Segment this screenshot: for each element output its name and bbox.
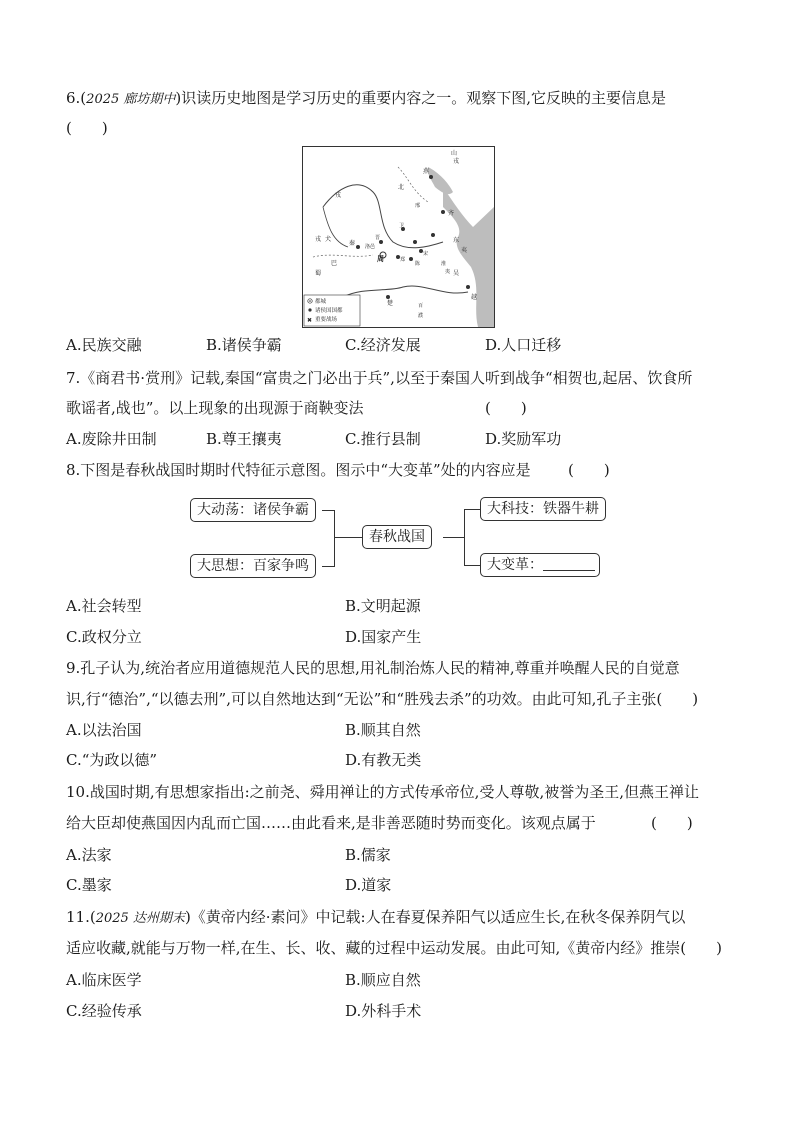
- svg-text:洛邑: 洛邑: [365, 244, 376, 250]
- q9-option-d[interactable]: D.有教无类: [345, 751, 422, 769]
- q11-number: 11.(: [66, 908, 96, 926]
- q11-option-b[interactable]: B.顺应自然: [345, 971, 421, 989]
- svg-text:秦: 秦: [349, 240, 356, 247]
- q7-option-c[interactable]: C.推行县制: [345, 430, 421, 448]
- svg-text:周: 周: [377, 255, 384, 263]
- q11-line2: 适应收藏,就能与万物一样,在生、长、收、藏的过程中运动发展。由此可知,《黄帝内经》推崇( ): [66, 939, 723, 957]
- q11-option-a[interactable]: A.临床医学: [66, 971, 142, 989]
- q7-line1: 7.《商君书·赏刑》记载,秦国“富贵之门必出于兵”,以至于秦国人听到战争“相贺也,起居、饮食所: [66, 369, 693, 387]
- q7-option-d[interactable]: D.奖励军功: [485, 430, 562, 448]
- connector-right-center: [443, 537, 465, 538]
- q9-line2: 识,行“德治”,“以德去刑”,可以自然地达到“无讼”和“胜残去杀”的功效。由此可知,孔子主张( ): [66, 690, 699, 708]
- q7-paren: ( ): [485, 399, 527, 417]
- q10-option-a[interactable]: A.法家: [66, 846, 112, 864]
- svg-text:楚: 楚: [387, 300, 394, 307]
- svg-text:山: 山: [451, 150, 458, 157]
- legend-capital: 都城: [315, 299, 327, 305]
- q10-line2: 给大臣却使燕国因内乱而亡国……由此看来,是非善恶随时势而变化。该观点属于: [66, 814, 596, 832]
- svg-text:越: 越: [471, 294, 478, 301]
- diagram-center: 春秋战国: [362, 525, 432, 549]
- historical-map: [302, 146, 495, 328]
- q9-option-b[interactable]: B.顺其自然: [345, 721, 421, 739]
- q10-line1: 10.战国时期,有思想家指出:之前尧、舜用禅让的方式传承帝位,受人尊敬,被誉为圣王,但燕王禅让: [66, 783, 699, 801]
- svg-text:齐: 齐: [448, 210, 455, 217]
- svg-text:蜀: 蜀: [315, 270, 322, 277]
- svg-text:淮: 淮: [441, 261, 447, 267]
- svg-text:巴: 巴: [331, 260, 338, 267]
- svg-text:戎: 戎: [335, 192, 342, 199]
- q11-option-d[interactable]: D.外科手术: [345, 1002, 422, 1020]
- q9-line1: 9.孔子认为,统治者应用道德规范人民的思想,用礼制治炼人民的精神,尊重并唤醒人民的自觉意: [66, 659, 680, 677]
- svg-text:濮: 濮: [418, 313, 424, 319]
- svg-text:陈: 陈: [415, 261, 421, 267]
- q6-stem: )识读历史地图是学习历史的重要内容之一。观察下图,它反映的主要信息是: [175, 89, 667, 107]
- q8-option-d[interactable]: D.国家产生: [345, 628, 422, 646]
- connector-right-vertical: [464, 509, 465, 565]
- map-graphic: [303, 147, 494, 327]
- svg-text:卫: 卫: [399, 223, 405, 229]
- svg-text:燕: 燕: [423, 168, 430, 175]
- q6-option-b[interactable]: B.诸侯争霸: [206, 336, 282, 354]
- q8-option-a[interactable]: A.社会转型: [66, 597, 142, 615]
- svg-text:吴: 吴: [453, 270, 460, 277]
- q8-option-b[interactable]: B.文明起源: [345, 597, 421, 615]
- svg-text:百: 百: [418, 303, 424, 309]
- svg-text:北: 北: [398, 184, 405, 191]
- q10-option-d[interactable]: D.道家: [345, 876, 392, 894]
- svg-text:邢: 邢: [415, 203, 421, 209]
- q6-number: 6.(: [66, 89, 87, 107]
- svg-text:夷: 夷: [461, 247, 468, 254]
- q9-option-c[interactable]: C.“为政以德”: [66, 751, 158, 769]
- q8-option-c[interactable]: C.政权分立: [66, 628, 142, 646]
- q10-paren: ( ): [651, 814, 693, 832]
- svg-text:郑: 郑: [400, 257, 406, 263]
- diagram-right-bottom: [480, 553, 600, 577]
- q10-option-c[interactable]: C.墨家: [66, 876, 112, 894]
- q7-option-b[interactable]: B.尊王攘夷: [206, 430, 282, 448]
- q6-option-a[interactable]: A.民族交融: [66, 336, 142, 354]
- connector-right-bottom: [464, 565, 481, 566]
- diagram-left-bottom: 大思想：百家争鸣: [190, 554, 316, 578]
- q6-line1: [66, 88, 666, 110]
- connector-right-top: [464, 509, 481, 510]
- q11-line1: [66, 907, 685, 929]
- q11-option-c[interactable]: C.经验传承: [66, 1002, 142, 1020]
- diagram-right-top: 大科技：铁器牛耕: [480, 497, 606, 521]
- answer-blank[interactable]: [543, 556, 595, 571]
- q6-paren: ( ): [66, 119, 108, 137]
- q7-option-a[interactable]: A.废除井田制: [66, 430, 157, 448]
- q8-paren: ( ): [568, 461, 610, 479]
- q6-option-d[interactable]: D.人口迁移: [485, 336, 562, 354]
- q6-source: 2025 廊坊期中: [86, 92, 176, 107]
- legend-state-capital: 诸侯国国都: [315, 308, 343, 314]
- svg-text:戎: 戎: [453, 158, 460, 165]
- svg-text:东: 东: [453, 237, 460, 244]
- svg-text:夷: 夷: [445, 269, 451, 275]
- q7-line2: 歌谣者,战也”。以上现象的出现源于商鞅变法: [66, 399, 364, 417]
- svg-text:犬: 犬: [325, 236, 332, 243]
- svg-text:晋: 晋: [375, 235, 381, 241]
- diagram-right-bottom-label: 大变革：: [487, 557, 543, 573]
- legend-battlefield: 重要战场: [315, 317, 338, 323]
- connector-left-center: [334, 537, 363, 538]
- svg-text:宋: 宋: [423, 251, 429, 257]
- connector-left-top: [322, 510, 335, 511]
- q10-option-b[interactable]: B.儒家: [345, 846, 391, 864]
- diagram-left-top: 大动荡：诸侯争霸: [190, 498, 316, 522]
- q6-option-c[interactable]: C.经济发展: [345, 336, 421, 354]
- svg-text:戎: 戎: [315, 236, 322, 243]
- connector-left-bottom: [322, 566, 335, 567]
- q11-source: 2025 达州期末: [95, 911, 185, 926]
- svg-text:✖: ✖: [307, 317, 313, 324]
- q9-option-a[interactable]: A.以法治国: [66, 721, 142, 739]
- q11-stem: )《黄帝内经·素问》中记载:人在春夏保养阳气以适应生长,在秋冬保养阴气以: [184, 908, 686, 926]
- q8-line1: 8.下图是春秋战国时期时代特征示意图。图示中“大变革”处的内容应是: [66, 461, 531, 479]
